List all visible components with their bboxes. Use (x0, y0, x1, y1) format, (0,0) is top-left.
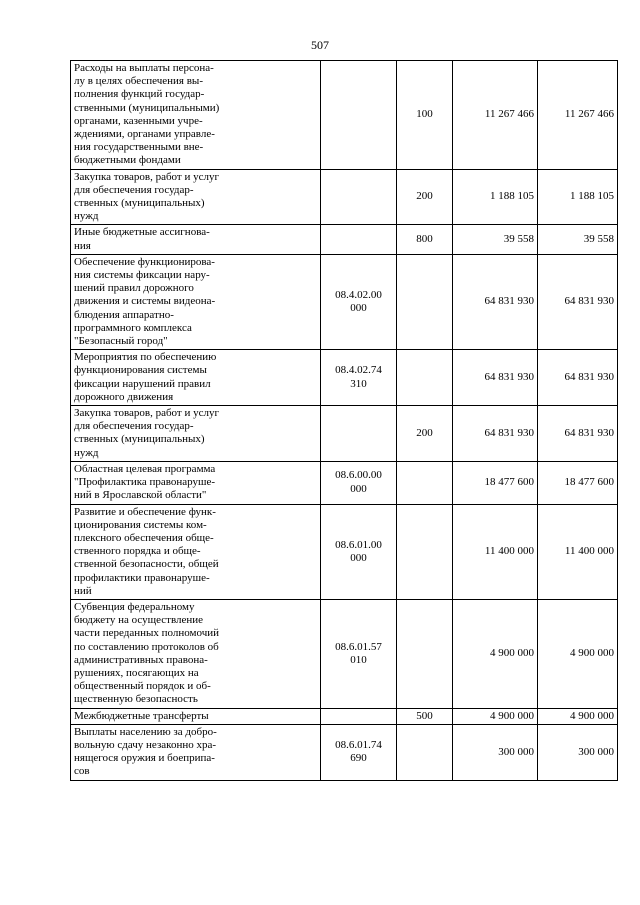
expense-type-cell (397, 254, 453, 349)
target-code-cell: 08.4.02.74 310 (321, 350, 397, 406)
row-name-cell: Выплаты населению за добро- вольную сдачу незаконно хра- нящегося оружия и боеприпа- сов (71, 724, 321, 780)
amount-second-cell: 64 831 930 (538, 406, 618, 462)
amount-first-cell: 4 900 000 (453, 708, 538, 724)
target-code-cell: 08.6.00.00 000 (321, 461, 397, 504)
expense-type-cell: 500 (397, 708, 453, 724)
row-name-cell: Развитие и обеспечение функ- ционирования системы ком- плексного обеспечения обще- ственного порядка и обще- ственной безопасности, общей профилактики правонаруше- ний (71, 504, 321, 599)
expense-type-cell: 100 (397, 61, 453, 170)
expense-type-cell (397, 599, 453, 708)
target-code-cell (321, 406, 397, 462)
budget-table-body (71, 61, 618, 781)
amount-first-cell: 11 400 000 (453, 504, 538, 599)
target-code-cell: 08.4.02.00 000 (321, 254, 397, 349)
table-row (71, 599, 618, 708)
amount-second-cell: 1 188 105 (538, 169, 618, 225)
target-code-cell: 08.6.01.57 010 (321, 599, 397, 708)
row-name-cell: Иные бюджетные ассигнова- ния (71, 225, 321, 254)
expense-type-cell (397, 461, 453, 504)
amount-second-cell: 64 831 930 (538, 350, 618, 406)
amount-first-cell: 4 900 000 (453, 599, 538, 708)
target-code-cell: 08.6.01.00 000 (321, 504, 397, 599)
row-name-cell: Закупка товаров, работ и услуг для обеспечения государ- ственных (муниципальных) нужд (71, 406, 321, 462)
budget-table (70, 60, 618, 781)
expense-type-cell (397, 350, 453, 406)
amount-second-cell: 11 400 000 (538, 504, 618, 599)
expense-type-cell (397, 724, 453, 780)
expense-type-cell: 200 (397, 406, 453, 462)
amount-first-cell: 1 188 105 (453, 169, 538, 225)
amount-first-cell: 64 831 930 (453, 350, 538, 406)
table-row (71, 406, 618, 462)
amount-second-cell: 39 558 (538, 225, 618, 254)
amount-first-cell: 18 477 600 (453, 461, 538, 504)
amount-second-cell: 11 267 466 (538, 61, 618, 170)
row-name-cell: Расходы на выплаты персона- лу в целях обеспечения вы- полнения функций государ- ственными (муниципальными) органами, казенными учре- ждениями, органами управле- ния государственными вне- бюджетными фондами (71, 61, 321, 170)
amount-first-cell: 11 267 466 (453, 61, 538, 170)
table-row (71, 708, 618, 724)
target-code-cell (321, 169, 397, 225)
amount-first-cell: 300 000 (453, 724, 538, 780)
table-row (71, 504, 618, 599)
amount-first-cell: 64 831 930 (453, 406, 538, 462)
row-name-cell: Обеспечение функционирова- ния системы фиксации нару- шений правил дорожного движения и системы видеона- блюдения аппаратно- программного комплекса "Безопасный город" (71, 254, 321, 349)
amount-second-cell: 18 477 600 (538, 461, 618, 504)
table-row (71, 461, 618, 504)
expense-type-cell: 800 (397, 225, 453, 254)
table-row (71, 169, 618, 225)
target-code-cell (321, 61, 397, 170)
amount-second-cell: 4 900 000 (538, 599, 618, 708)
row-name-cell: Субвенция федеральному бюджету на осуществление части переданных полномочий по составлению протоколов об административных правона- рушениях, посягающих на общественный порядок и об- щественную безопасность (71, 599, 321, 708)
table-row (71, 350, 618, 406)
amount-first-cell: 39 558 (453, 225, 538, 254)
amount-second-cell: 4 900 000 (538, 708, 618, 724)
page-number: 507 (311, 38, 329, 52)
target-code-cell (321, 225, 397, 254)
table-row (71, 225, 618, 254)
table-row (71, 724, 618, 780)
amount-second-cell: 300 000 (538, 724, 618, 780)
amount-second-cell: 64 831 930 (538, 254, 618, 349)
row-name-cell: Закупка товаров, работ и услуг для обеспечения государ- ственных (муниципальных) нужд (71, 169, 321, 225)
row-name-cell: Мероприятия по обеспечению функционирования системы фиксации нарушений правил дорожного движения (71, 350, 321, 406)
table-row (71, 61, 618, 170)
expense-type-cell: 200 (397, 169, 453, 225)
expense-type-cell (397, 504, 453, 599)
row-name-cell: Областная целевая программа "Профилактика правонаруше- ний в Ярославской области" (71, 461, 321, 504)
table-row (71, 254, 618, 349)
row-name-cell: Межбюджетные трансферты (71, 708, 321, 724)
amount-first-cell: 64 831 930 (453, 254, 538, 349)
target-code-cell: 08.6.01.74 690 (321, 724, 397, 780)
target-code-cell (321, 708, 397, 724)
